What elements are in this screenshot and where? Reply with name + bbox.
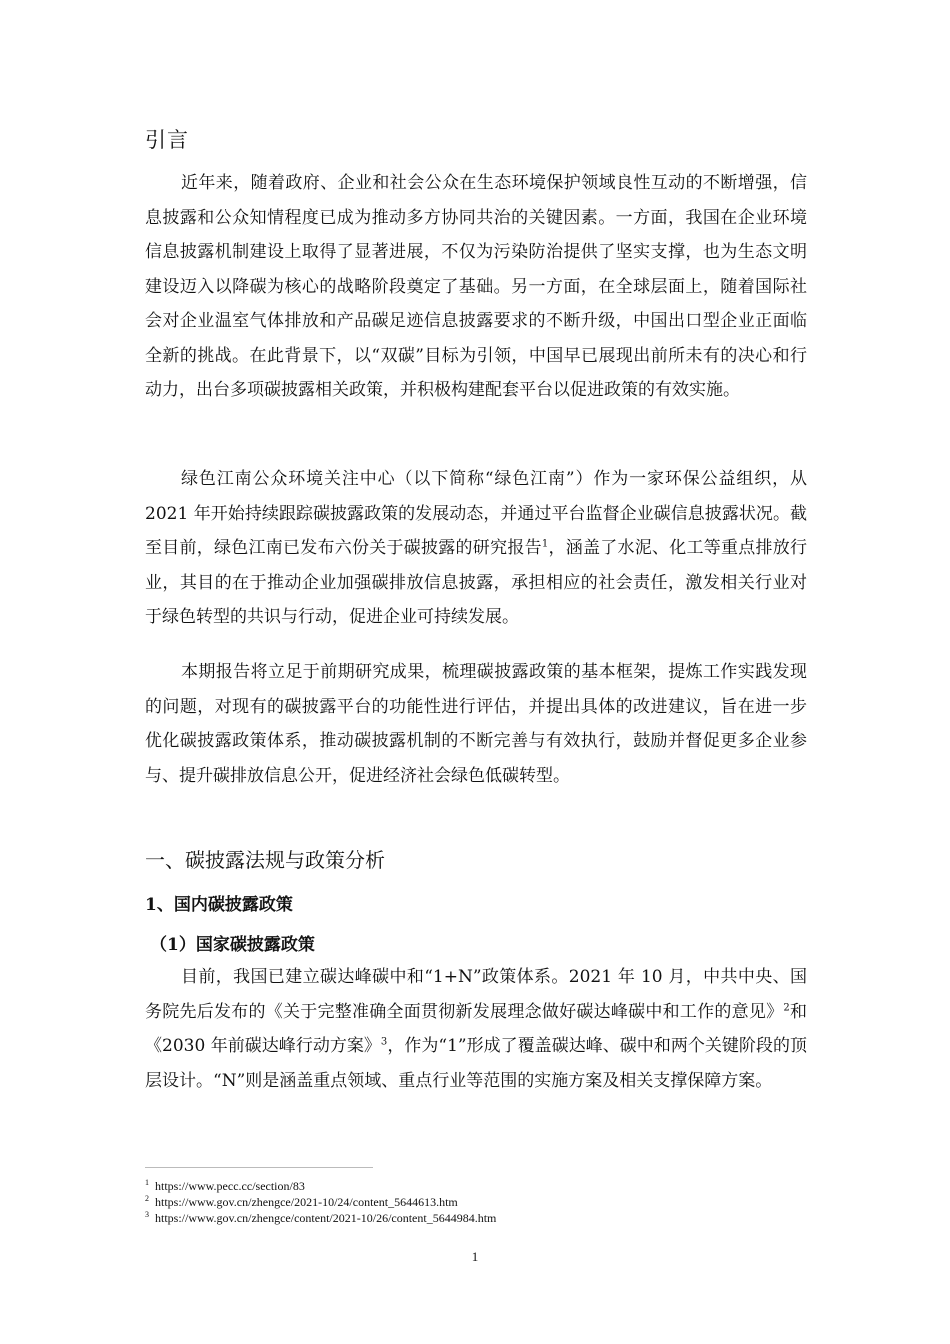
footnote-link[interactable]: https://www.pecc.cc/section/83	[155, 1179, 305, 1193]
page-number: 1	[471, 1249, 479, 1264]
footnote-number: 3	[145, 1210, 149, 1219]
footnotes	[145, 1178, 805, 1226]
footnote-ref-2[interactable]: 2	[783, 1001, 790, 1013]
intro-paragraph-2	[145, 462, 807, 635]
section-1-paragraph-text-a: 目前，我国已建立碳达峰碳中和“1+N”政策体系。2021 年 10 月，中共中央、国务院先后发布的《关于完整准确全面贯彻新发展理念做好碳达峰碳中和工作的意见》	[145, 967, 807, 1022]
subsection-1-heading: 1、国内碳披露政策	[145, 895, 293, 915]
section-1-paragraph-text-c: ，作为“1”形成了覆盖碳达峰、碳中和两个关键阶段的顶层设计。“N”则是涵盖重点领域、重点行业等范围的实施方案及相关支撑保障方案。	[145, 1036, 807, 1091]
footnote-divider	[145, 1167, 373, 1168]
intro-heading: 引言	[145, 128, 189, 152]
section-1-paragraph	[145, 960, 807, 1098]
footnote-number: 1	[145, 1178, 149, 1187]
footnote-item	[145, 1210, 805, 1226]
footnote-link[interactable]: https://www.gov.cn/zhengce/content/2021-10/26/content_5644984.htm	[155, 1211, 497, 1225]
footnote-number: 2	[145, 1194, 149, 1203]
subsection-1-1-heading: （1）国家碳披露政策	[150, 935, 315, 955]
section-1-paragraph-text-b: 和《2030 年前碳达峰行动方案》	[145, 1001, 808, 1056]
section-1-heading: 一、碳披露法规与政策分析	[145, 848, 385, 872]
intro-paragraph-1: 近年来，随着政府、企业和社会公众在生态环境保护领域良性互动的不断增强，信息披露和公众知情程度已成为推动多方协同共治的关键因素。一方面，我国在企业环境信息披露机制建设上取得了显著进展，不仅为污染防治提供了坚实支撑，也为生态文明建设迈入以降碳为核心的战略阶段奠定了基础。另一方面，在全球层面上，随着国际社会对企业温室气体排放和产品碳足迹信息披露要求的不断升级，中国出口型企业正面临全新的挑战。在此背景下，以“双碳”目标为引领，中国早已展现出前所未有的决心和行动力，出台多项碳披露相关政策，并积极构建配套平台以促进政策的有效实施。	[145, 173, 807, 400]
intro-paragraph-2-text-b: ，涵盖了水泥、化工等重点排放行业，其目的在于推动企业加强碳排放信息披露，承担相应的社会责任，激发相关行业对于绿色转型的共识与行动，促进企业可持续发展。	[145, 538, 808, 627]
intro-paragraph-3: 本期报告将立足于前期研究成果，梳理碳披露政策的基本框架，提炼工作实践发现的问题，对现有的碳披露平台的功能性进行评估，并提出具体的改进建议，旨在进一步优化碳披露政策体系，推动碳披露机制的不断完善与有效执行，鼓励并督促更多企业参与、提升碳排放信息公开，促进经济社会绿色低碳转型。	[145, 662, 807, 786]
footnote-item	[145, 1194, 805, 1210]
footnote-ref-1[interactable]: 1	[541, 538, 549, 550]
footnote-link[interactable]: https://www.gov.cn/zhengce/2021-10/24/content_5644613.htm	[155, 1195, 458, 1209]
footnote-ref-3[interactable]: 3	[380, 1036, 388, 1048]
intro-paragraph-2-text-a: 绿色江南公众环境关注中心（以下简称“绿色江南”）作为一家环保公益组织，从 2021 年开始持续跟踪碳披露政策的发展动态，并通过平台监督企业碳信息披露状况。截至目前，绿色江南已发布六份关于碳披露的研究报告	[145, 469, 807, 558]
footnote-item	[145, 1178, 805, 1194]
